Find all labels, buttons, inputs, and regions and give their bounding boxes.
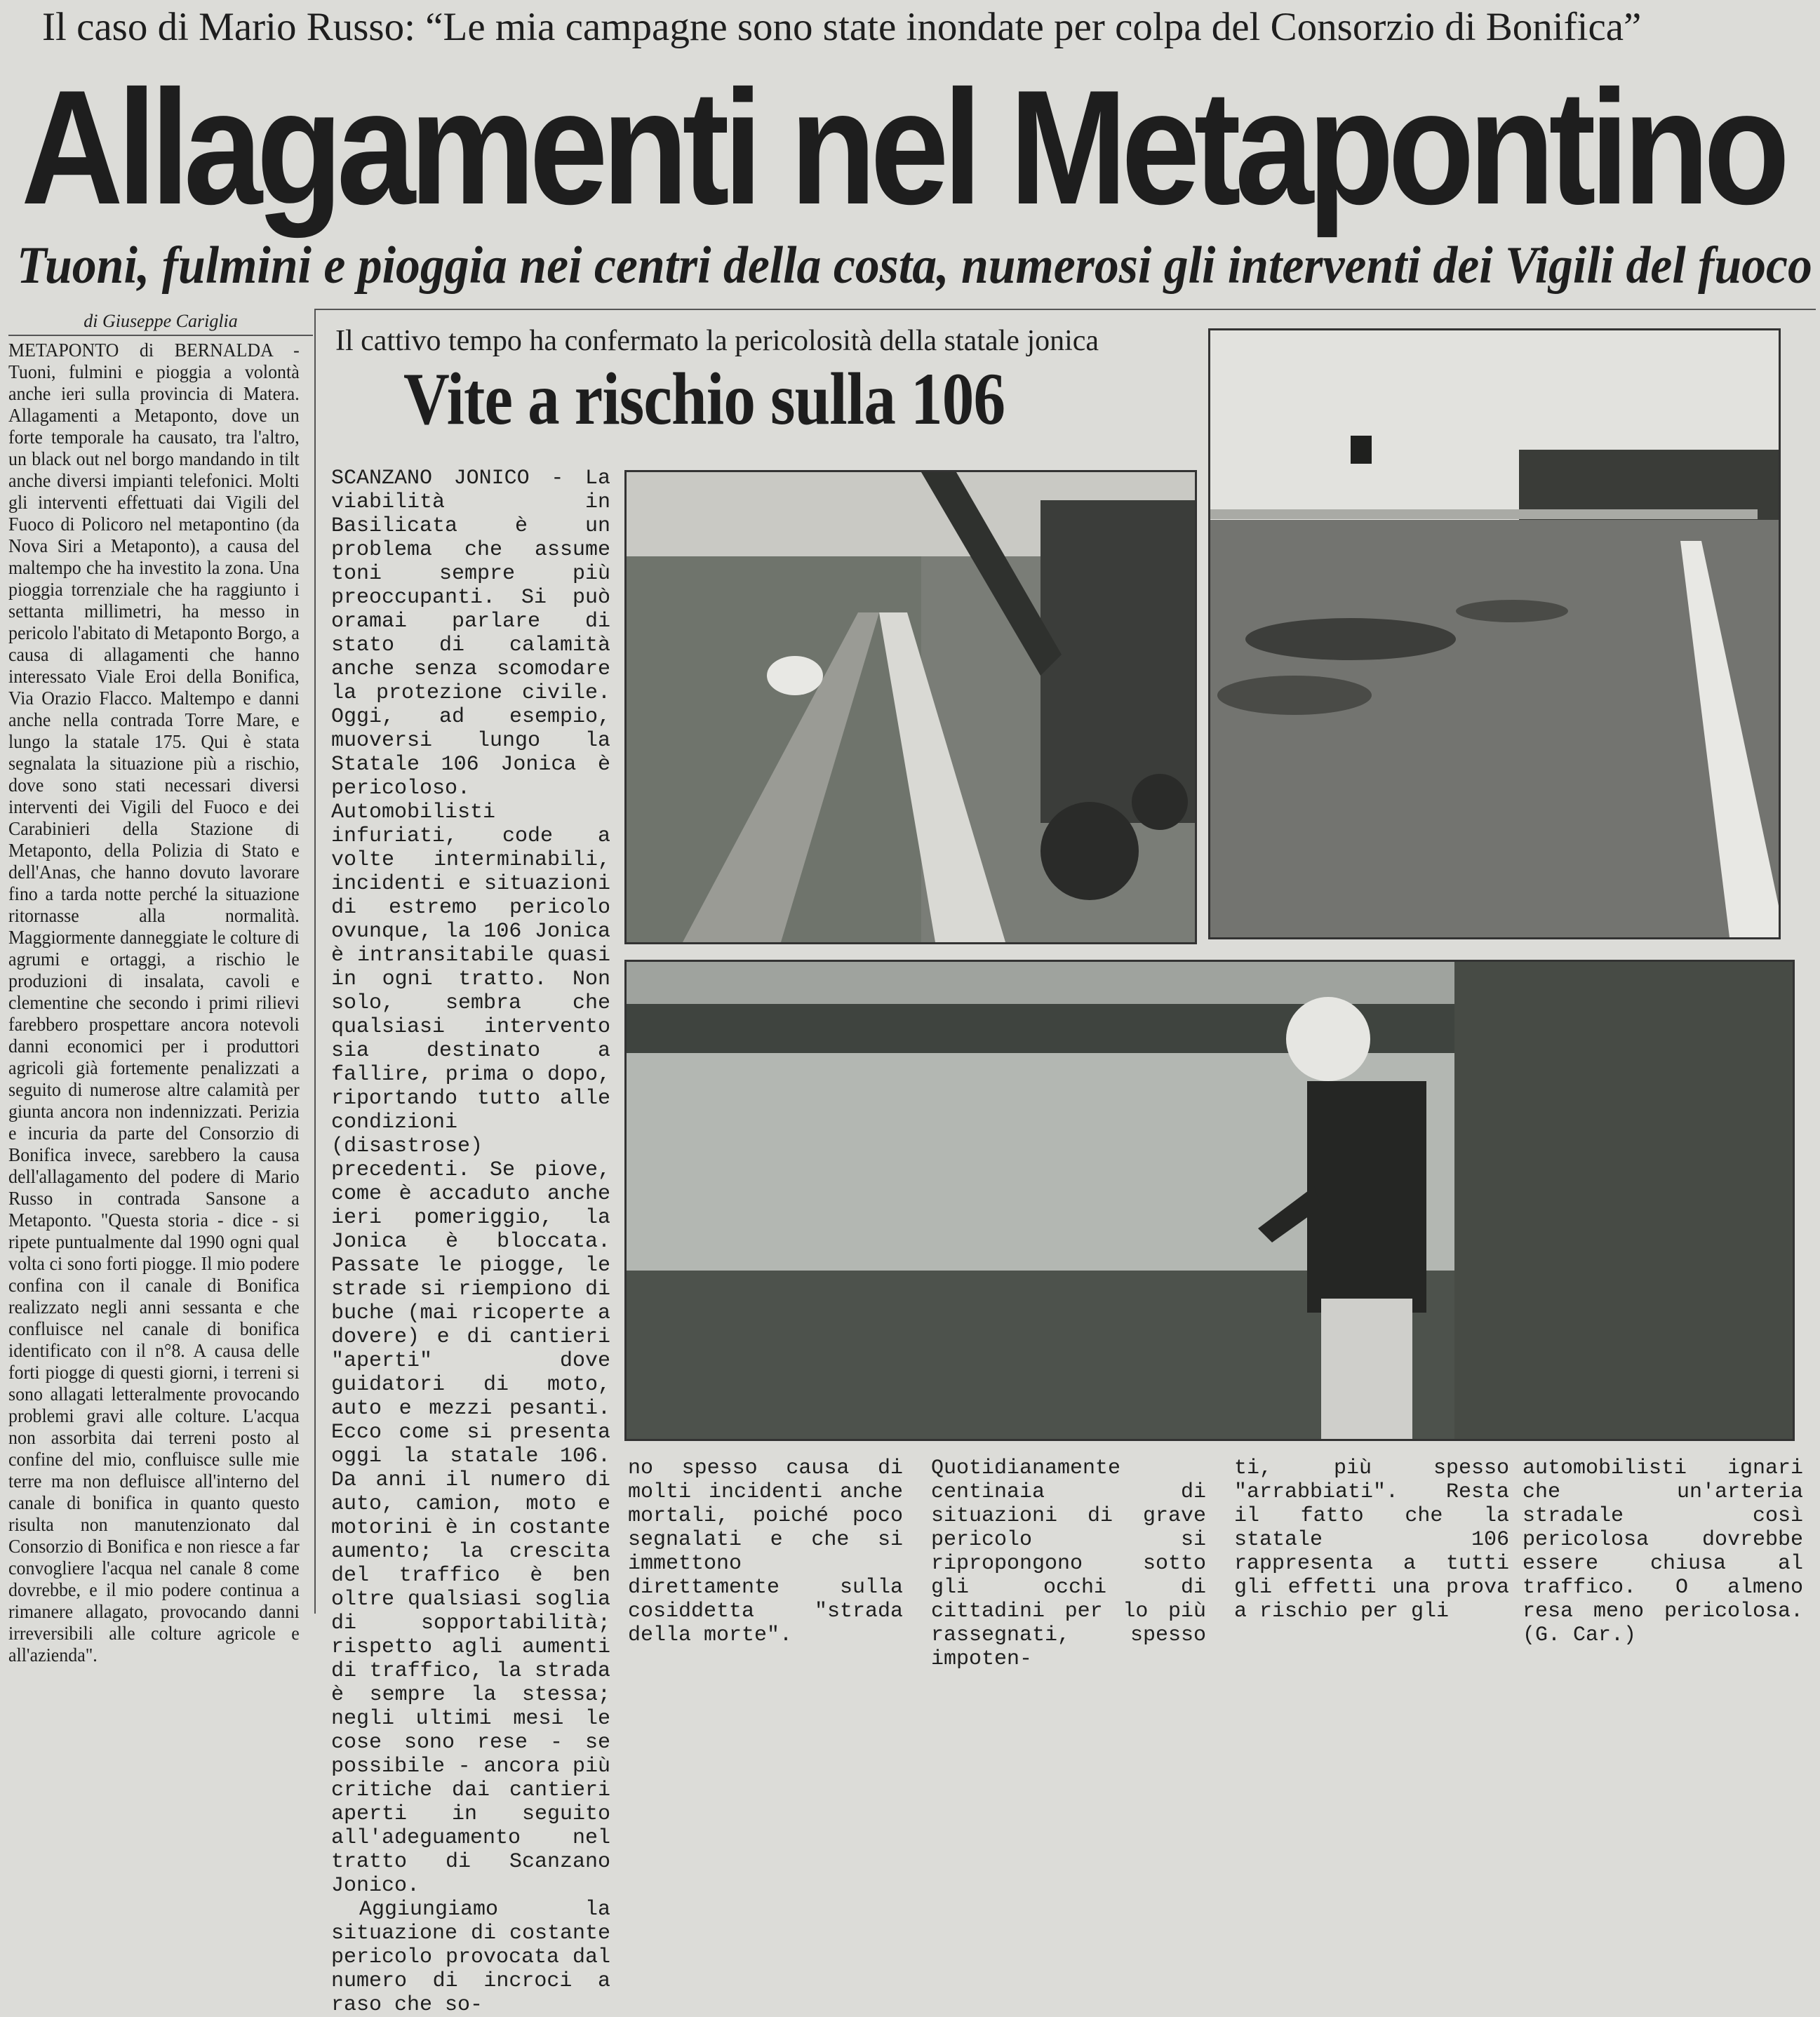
sidebar-headline: Vite a rischio sulla 106 [403,358,1005,440]
bottom-column-3: ti, più spesso "arrabbiati". Resta il fatto che la statale 106 rappresenta a tutti gli effetti una prova a rischio per gli [1234,1456,1509,1623]
byline: di Giuseppe Cariglia [8,311,313,336]
bottom-column-4: automobilisti ignari che un'arteria stradale così pericolosa dovrebbe essere chiusa al traffico. O almeno resa meno pericolosa. (G. Car.) [1523,1456,1803,1647]
frame-rule-top [314,309,1816,310]
article-subhead: Tuoni, fulmini e pioggia nei centri della costa, numerosi gli interventi dei Vigili del fuoco [17,236,1812,295]
main-column-text: SCANZANO JONICO - La viabilità in Basilicata è un problema che assume toni sempre più preoccupanti. Si può oramai parlare di stato di calamità anche senza scomodare la protezione civile. Oggi, ad esempio, muoversi lungo la Statale 106 Jonica è pericoloso. Automobilisti infuriati, code a volte interminabili, incidenti e situazioni di estremo pericolo ovunque, la 106 Jonica è intransitabile quasi in ogni tratto. Non solo, sembra che qualsiasi intervento sia destinato a fallire, prima o dopo, riportando tutto alle condizioni (disastrose) precedenti. Se piove, come è accaduto anche ieri pomeriggio, la Jonica è bloccata. Passate le piogge, le strade si riempiono di buche (mai ricoperte a dovere) e di cantieri "aperti" dove guidatori di moto, auto e mezzi pesanti. Ecco come si presenta oggi la statale 106. Da anni il numero di auto, camion, moto e motorini è in costante aumento; la crescita del traffico è ben oltre qualsiasi soglia di sopportabilità; rispetto agli aumenti di traffico, la strada è sempre la stessa; negli ultimi mesi le cose sono rese - se possibile - ancora più critiche dai cantieri aperti in seguito all'adeguamento nel tratto di Scanzano Jonico. [331,467,610,1898]
article-headline: Allagamenti nel Metapontino [21,57,1784,239]
potholed-road-photo [1208,328,1781,939]
left-column-text: METAPONTO di BERNALDA - Tuoni, fulmini e pioggia a volontà anche ieri sulla provincia di Matera. Allagamenti a Metaponto, dove un forte temporale ha causato, tra l'altro, un black out nel borgo mandando in tilt anche diversi impianti telefonici. Molti gli interventi effettuati dai Vigili del Fuoco di Policoro nel metapontino (da Nova Siri a Metaponto), a causa del maltempo che ha investito la zona. Una pioggia torrenziale che ha raggiunto i settanta millimetri, ha messo in pericolo l'abitato di Metaponto Borgo, a causa di allagamenti che hanno interessato Viale Eroi della Bonifica, Via Orazio Flacco. Maltempo e danni anche nella contrada Torre Mare, e lungo la statale 175. Qui è stata segnalata la situazione più a rischio, dove sono stati necessari diversi interventi dei Vigili del Fuoco e dei Carabinieri della Stazione di Metaponto, della Polizia di Stato e dell'Anas, che hanno dovuto lavorare fino a tarda notte perché la situazione ritornasse alla normalità. Maggiormente danneggiate le colture di agrumi e ortaggi, a rischio le produzioni di insalata, cavoli e clementine che secondo i primi rilievi farebbero prospettare ancora notevoli danni economici per i produttori agricoli già fortemente penalizzati a seguito di numerose altre calamità per giunta ancora non indennizzati. Perizia e incuria da parte del Consorzio di Bonifica invece, sarebbero la causa dell'allagamento del podere di Mario Russo in contrada Sansone a Metaponto. "Questa storia - dice - si ripete puntualmente dal 1990 ogni qual volta ci sono forti piogge. Il mio podere confina con il canale di Bonifica realizzato negli anni sessanta e che confluisce nel canale di bonifica identificato con il n°8. A causa delle forti piogge di questi giorni, i terreni si sono allagati letteralmente provocando problemi gravi alle colture. L'acqua non assorbita dai terreni posto al confine del mio, confluisce sulle mie terre ma non defluisce all'interno del canale di bonifica in quanto questo risulta non manutenzionato dal Consorzio di Bonifica e non riesce a far convogliere l'acqua nel canale 8 come dovrebbe, e il mio podere continua a rimanere allagato, provocando danni irreversibili alle colture agricole e all'azienda". [8,340,300,1666]
bottom-column-1: no spesso causa di molti incidenti anche mortali, poiché poco segnalati e che si immettono direttamente sulla cosiddetta "strada della morte". [628,1456,903,1647]
roadwork-photo [624,470,1197,944]
main-column [331,467,610,2017]
excavator-icon [627,472,1195,942]
sidebar-kicker: Il cattivo tempo ha confermato la pericolosità della statale jonica [335,325,1099,357]
main-column-text-2: Aggiungiamo la situazione di costante pericolo provocata dal numero di incroci a raso che so- [331,1898,610,2017]
bottom-columns [628,1456,1810,1671]
person-icon [627,962,1793,1439]
column-rule [314,309,316,1614]
article-kicker: Il caso di Mario Russo: “Le mia campagne sono state inondate per colpa del Consorzio di Bonifica” [42,5,1642,49]
flooded-field-photo [624,960,1795,1441]
road-icon [1210,330,1779,937]
bottom-column-2: Quotidianamente centinaia di situazioni di grave pericolo si ripropongono sotto gli occhi di cittadini per lo più rassegnati, spesso impoten- [931,1456,1206,1671]
